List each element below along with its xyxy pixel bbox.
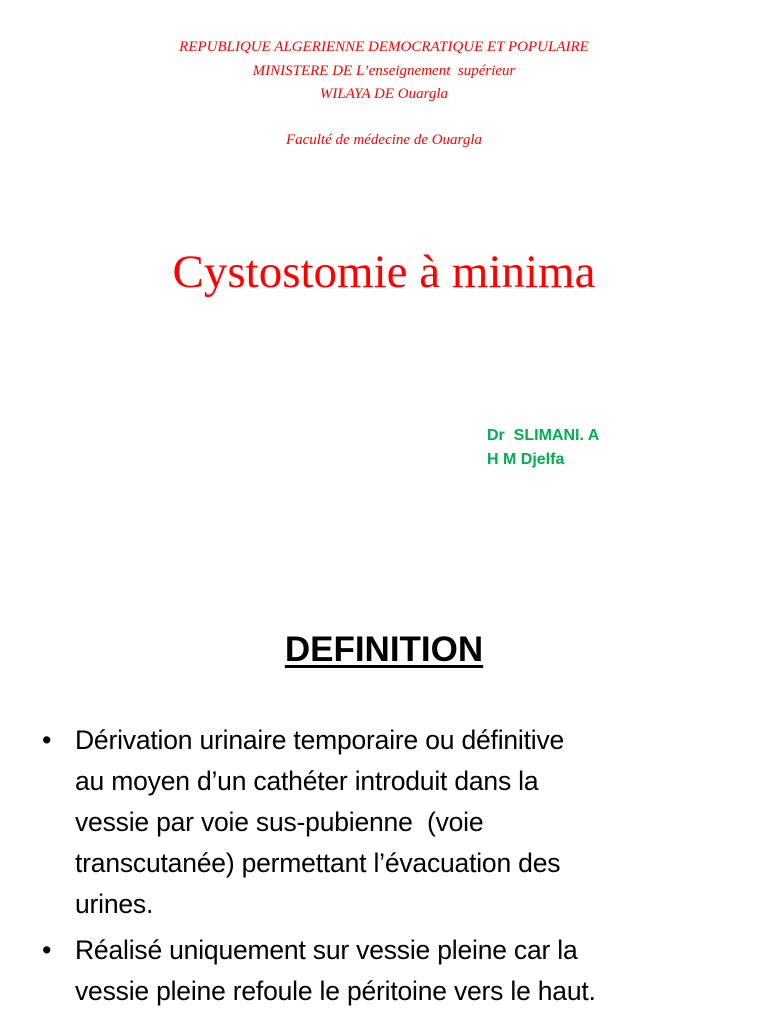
section-heading-text: DEFINITION [284, 630, 484, 669]
page-title: Cystostomie à minima [172, 246, 596, 298]
author-affiliation: H M Djelfa [487, 451, 565, 468]
bullet-icon: • [42, 935, 52, 965]
section-heading [0, 628, 768, 672]
header-republic: REPUBLIQUE ALGERIENNE DEMOCRATIQUE ET POPULAIRE [179, 39, 589, 55]
bullet-line: transcutanée) permettant l’évacuation des [75, 848, 561, 878]
header-faculty: Faculté de médecine de Ouargla [285, 132, 483, 148]
bullet-line: Dérivation urinaire temporaire ou définitive [75, 725, 565, 755]
header-wilaya: WILAYA DE Ouargla [319, 86, 449, 102]
bullet-line: vessie pleine refoule le péritoine vers le haut. [75, 976, 596, 1006]
bullet-line: vessie par voie sus-pubienne (voie [75, 807, 484, 837]
bullet-text [75, 720, 765, 925]
bullet-icon: • [42, 725, 52, 755]
bullet-text [75, 930, 765, 1012]
header-ministry: MINISTERE DE L’enseignement supérieur [252, 63, 516, 79]
bullet-line: urines. [75, 889, 154, 919]
bullet-line: Réalisé uniquement sur vessie pleine car la [75, 935, 578, 965]
bullet-line: au moyen d’un cathéter introduit dans la [75, 766, 539, 796]
author-name: Dr SLIMANI. A [487, 427, 600, 444]
